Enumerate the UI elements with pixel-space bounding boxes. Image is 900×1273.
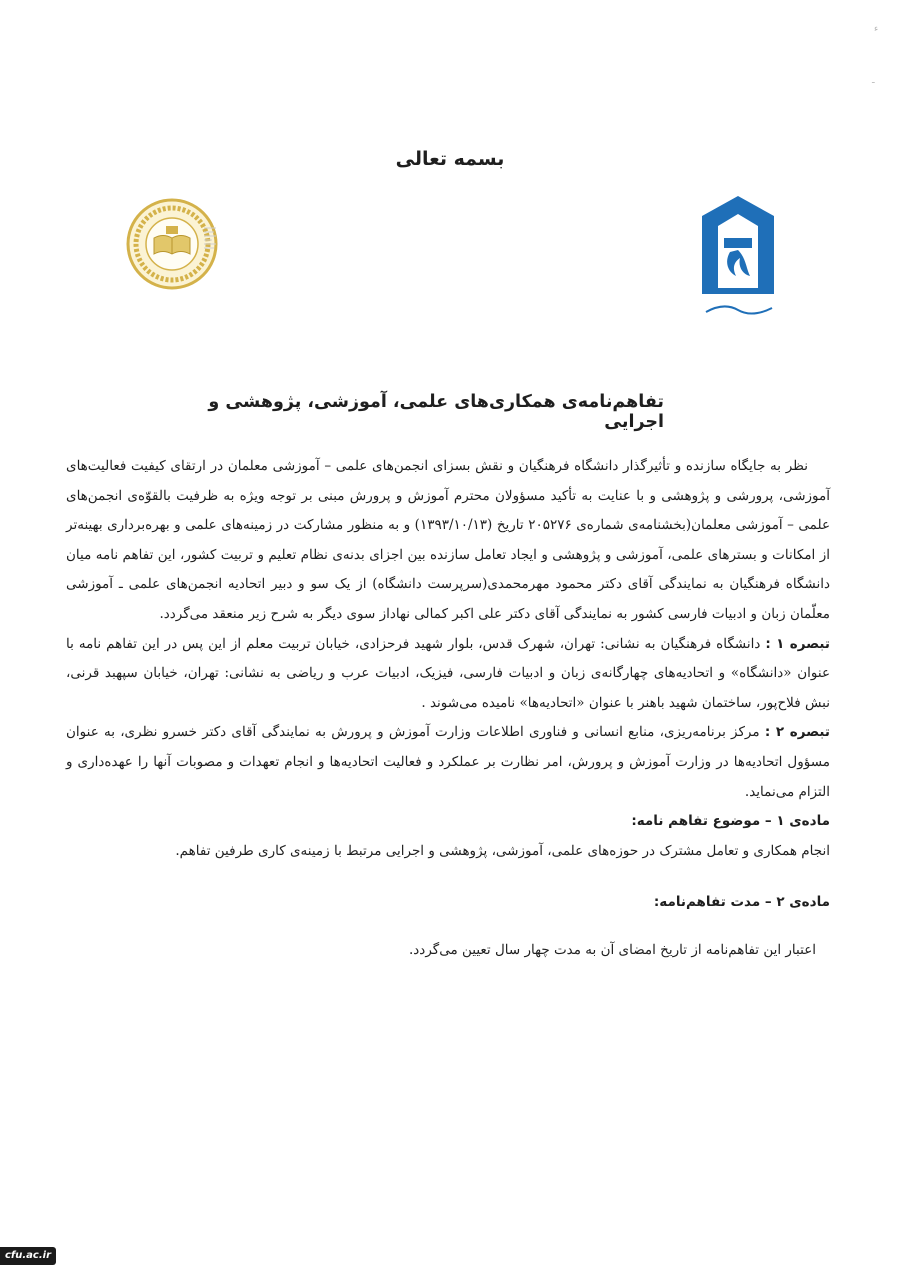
article-2-heading: ماده‌ی ۲ – مدت تفاهم‌نامه: bbox=[653, 894, 830, 911]
book-seal-icon bbox=[122, 198, 222, 294]
note-2 bbox=[66, 718, 830, 807]
note-1 bbox=[66, 630, 830, 719]
scan-artifact: ـ bbox=[872, 76, 875, 86]
note-2-text: مرکز برنامه‌ریزی، منابع انسانی و فناوری اطلاعات وزارت آموزش و پرورش به نمایندگی آقای دکتر خسرو نظری، به عنوان مسؤول اتحادیه‌ها در وزارت آموزش و پرورش، امر نظارت بر عملکرد و فعالیت اتحادیه‌ها و انجام تعهدات و مصوبات آنها را عهده‌داری و التزام می‌نماید. bbox=[66, 724, 830, 800]
note-1-label: تبصره ۱ : bbox=[765, 635, 831, 652]
document-body bbox=[66, 452, 830, 966]
article-1-heading: ماده‌ی ۱ – موضوع تفاهم نامه: bbox=[631, 813, 830, 830]
note-2-label: تبصره ۲ : bbox=[764, 724, 831, 741]
basmala-heading: بسمه تعالی bbox=[395, 148, 505, 170]
farhangian-university-logo bbox=[694, 192, 782, 320]
note-1-text: دانشگاه فرهنگیان به نشانی: تهران، شهرک قدس، بلوار شهید فرحزادی، خیابان تربیت معلم از این پس در این تفاهم نامه با عنوان «دانشگاه» و اتحادیه‌های چهارگانه‌ی زبان و ادبیات فارسی، فیزیک، ادبیات عرب و ریاضی به نشانی: تهران، خیابان سپهبد قرنی، نبش فلاح‌پور، ساختمان شهید باهنر با عنوان «اتحادیه‌ها» نامیده می‌شوند . bbox=[66, 635, 830, 711]
university-emblem-icon bbox=[694, 192, 782, 320]
site-watermark-badge[interactable]: cfu.ac.ir bbox=[0, 1247, 56, 1265]
spacer bbox=[66, 918, 830, 936]
association-seal-logo bbox=[122, 198, 222, 294]
document-title: تفاهم‌نامه‌ی همکاری‌های علمی، آموزشی، پژوهشی و اجرایی bbox=[208, 392, 664, 432]
article-1-text: انجام همکاری و تعامل مشترک در حوزه‌های علمی، آموزشی، پژوهشی و اجرایی مرتبط با زمینه‌ی کاری طرفین تفاهم. bbox=[175, 842, 830, 859]
intro-paragraph: نظر به جایگاه سازنده و تأثیرگذار دانشگاه فرهنگیان و نقش بسزای انجمن‌های علمی – آموزشی معلمان در ارتقای کیفیت فعالیت‌های آموزشی، پرورشی و پژوهشی و با عنایت به تأکید مسؤولان محترم آموزش و پرورش مبنی بر توجه ویژه به ظرفیت بالقوّه‌ی انجمن‌های علمی – آموزشی معلمان(بخشنامه‌ی شماره‌ی ۲۰۵۲۷۶ تاریخ (۱۳۹۳/۱۰/۱۳) و به منظور مشارکت در زمینه‌های علمی و بهره‌برداری بهینه‌تر از امکانات و بسترهای علمی، آموزشی و پژوهشی و ایجاد تعامل سازنده بین اجزای بدنه‌ی نظام تعلیم و تربیت کشور، این تفاهم نامه میان دانشگاه فرهنگیان به نمایندگی آقای دکتر محمود مهرمحمدی(سرپرست دانشگاه) از یک سو و دبیر اتحادیه انجمن‌های علمی ـ آموزشی معلّمان زبان و ادبیات فارسی کشور به نمایندگی آقای دکتر علی اکبر کمالی نهاداز سوی دیگر به شرح زیر منعقد می‌گردد. bbox=[66, 458, 831, 622]
spacer bbox=[66, 866, 830, 888]
article-2-text: اعتبار این تفاهم‌نامه از تاریخ امضای آن به مدت چهار سال تعیین می‌گردد. bbox=[409, 941, 816, 958]
scan-artifact: ء bbox=[874, 24, 879, 34]
